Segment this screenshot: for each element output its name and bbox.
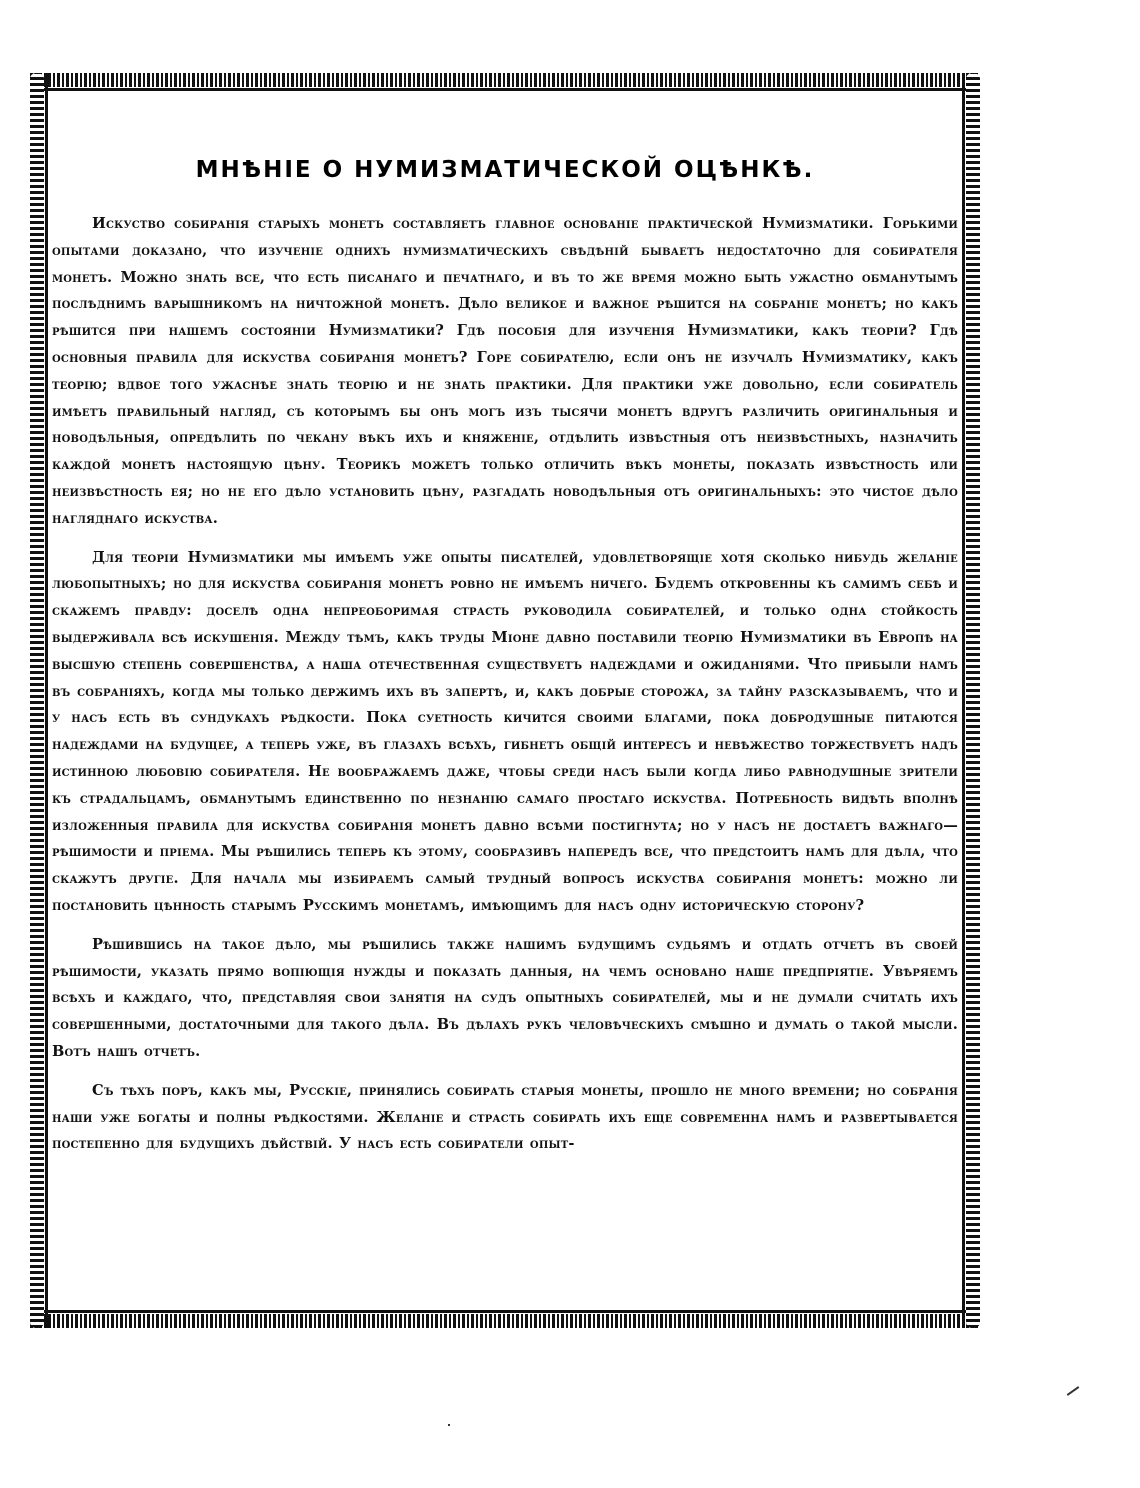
paragraph-4: Съ тѣхъ поръ, какъ мы, Русскіе, принялись собирать старыя монеты, прошло не много времени; но собранія наши уже богаты и полны рѣдкостями. Желаніе и страсть собирать ихъ еще современна намъ и развертывается постепенно для будущихъ дѣйствій. У насъ есть собиратели опыт- [52,1081,958,1153]
paragraph-3: Рѣшившись на такое дѣло, мы рѣшились также нашимъ будущимъ судьямъ и отдать отчетъ въ своей рѣшимости, указать прямо вопіющія нужды и показать данныя, на чемъ основано наше предпріятіе. Увѣряемъ всѣхъ и каждаго, что, представляя свои занятія на судъ опытныхъ собирателей, мы и не думали считать ихъ совершенными, достаточными для такого дѣла. Въ дѣлахъ рукъ человѣческихъ смѣшно и думать о такой мысли. Вотъ нашъ отчетъ. [52,935,958,1060]
border-right [966,73,980,1328]
paragraph-2: Для теоріи Нумизматики мы имѣемъ уже опыты писателей, удовлетворящіе хотя сколько нибудь желаніе любопытныхъ; но для искуства собиранія монетъ ровно не имѣемъ ничего. Будемъ откровенны къ самимъ себѣ и скажемъ правду: доселѣ одна непреоборимая страсть руководила собирателей, и только одна стойкость выдерживала всѣ искушенія. Между тѣмъ, какъ труды Міоне давно поставили теорію Нумизматики въ Европѣ на высшую степень совершенства, а наша отечественная существуетъ надеждами и ожиданіями. Что прибыли намъ въ собраніяхъ, когда мы только держимъ ихъ въ запертѣ, и, какъ добрые сторожа, за тайну разсказываемъ, что и у насъ есть въ сундукахъ рѣдкости. Пока суетность кичится своими благами, пока добродушные питаются надеждами на будущее, а теперь уже, въ глазахъ всѣхъ, гибнетъ общій интересъ и невѣжество торжествуетъ надъ истинною любовію собирателя. Не воображаемъ даже, чтобы среди насъ были когда либо равнодушные зрители къ страдальцамъ, обманутымъ единственно по незнанію самаго простаго искуства. Потребность видѣть вполнѣ изложенныя правила для искуства собиранія монетъ давно всѣми постигнута; но у насъ не достаетъ важнаго—рѣшимости и пріема. Мы рѣшились теперь къ этому, сообразивъ напередъ все, что предстоитъ намъ для дѣла, что скажутъ другіе. Для начала мы избираемъ самый трудный вопросъ искуства собиранія монетъ: можно ли постановить цѣнность старымъ Русскимъ монетамъ, имѣющимъ для насъ одну историческую сторону? [52,548,958,914]
stray-dot [448,1424,450,1426]
border-top [30,73,980,87]
ornamental-border-frame [30,73,980,1328]
border-left [30,73,44,1328]
stray-mark-right [1067,1386,1080,1396]
page-title: МНѢНІЕ О НУМИЗМАТИЧЕСКОЙ ОЦѢНКѢ. [195,157,815,183]
border-bottom [30,1314,980,1328]
page-content [52,95,958,1306]
paragraph-1: Искуство собиранія старыхъ монетъ составляетъ главное основаніе практической Нумизматики. Горькими опытами доказано, что изученіе однихъ нумизматическихъ свѣдѣній бываетъ недостаточно для собирателя монетъ. Можно знать все, что есть писанаго и печатнаго, и въ то же время можно быть ужастно обманутымъ послѣднимъ варышникомъ на ничтожной монетѣ. Дѣло великое и важное рѣшится на собраніе монетъ; но какъ рѣшится при нашемъ состояніи Нумизматики? Гдѣ пособія для изученія Нумизматики, какъ теоріи? Гдѣ основныя правила для искуства собиранія монетъ? Горе собирателю, если онъ не изучалъ Нумизматику, какъ теорію; вдвое того ужаснѣе знать теорію и не знать практики. Для практики уже довольно, если собиратель имѣетъ правильный нагляд, съ которымъ бы онъ могъ изъ тысячи монетъ вдругъ различить оригинальныя и новодѣльныя, опредѣлить по чекану вѣкъ ихъ и княженіе, отдѣлить извѣстныя отъ неизвѣстныхъ, назначить каждой монетѣ настоящую цѣну. Теорикъ можетъ только отличить вѣкъ монеты, показать извѣстность или неизвѣстность ея; но не его дѣло установить цѣну, разгадать новодѣльныя отъ оригинальныхъ: это чистое дѣло нагляднаго искуства. [52,215,958,527]
